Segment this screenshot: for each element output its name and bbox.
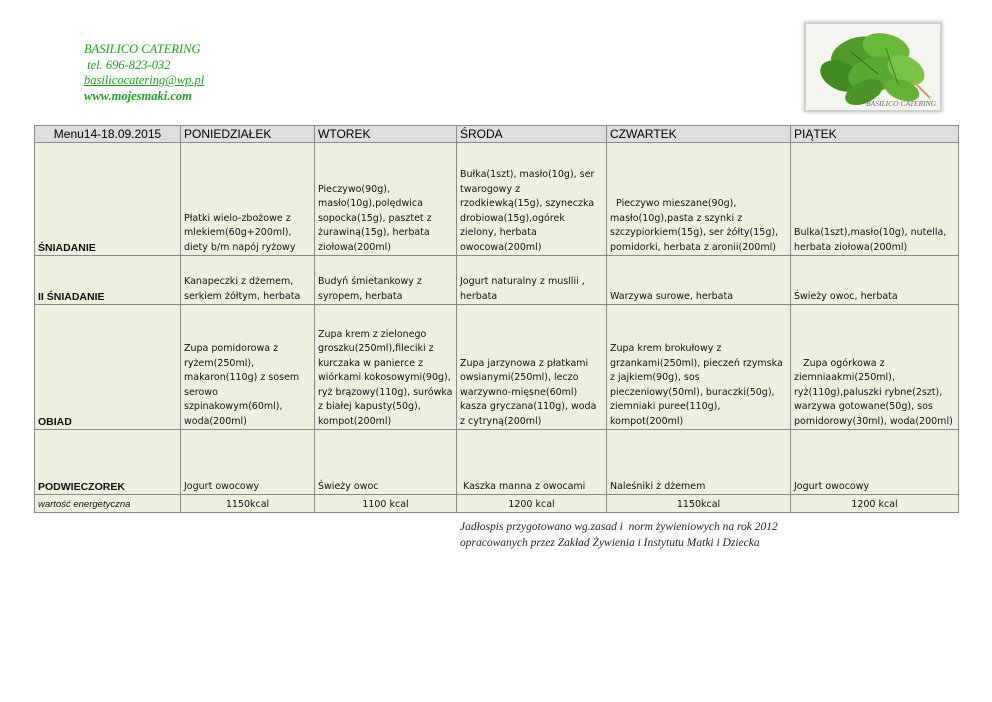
table-cell: Zupa pomidorowa z ryżem(250ml), makaron(110g) z sosem serowo szpinakowym(60ml), woda(200ml) bbox=[181, 305, 315, 430]
day-header-monday: PONIEDZIAŁEK bbox=[181, 126, 315, 143]
note-line-2: opracowanych przez Zakład Żywienia i Instytutu Matki i Dziecka bbox=[460, 537, 760, 549]
table-cell: Budyń śmietankowy z syropem, herbata bbox=[315, 256, 457, 305]
day-header-thursday: CZWARTEK bbox=[607, 126, 791, 143]
table-cell: Kaszka manna z owocami bbox=[457, 430, 607, 495]
day-header-wednesday: ŚRODA bbox=[457, 126, 607, 143]
meal-label-second-breakfast: II ŚNIADANIE bbox=[35, 256, 181, 305]
meal-label-lunch: OBIAD bbox=[35, 305, 181, 430]
table-row-second-breakfast bbox=[35, 256, 959, 305]
energy-label: wartość energetyczna bbox=[35, 495, 181, 513]
table-header-row bbox=[35, 126, 959, 143]
meal-label-breakfast: ŚNIADANIE bbox=[35, 143, 181, 256]
table-cell: Płatki wielo-zbożowe z mlekiem(60g+200ml), diety b/m napój ryżowy bbox=[181, 143, 315, 256]
table-cell: Jogurt owocowy bbox=[791, 430, 959, 495]
nutrition-note bbox=[460, 519, 778, 551]
company-email-link[interactable]: basilicocatering@wp.pl bbox=[84, 73, 205, 87]
table-cell: Jogurt owocowy bbox=[181, 430, 315, 495]
table-cell: Zupa ogórkowa z ziemniaakmi(250ml), ryż(110g),paluszki rybne(2szt), warzywa gotowane(50g), sos pomidorowy(30ml), woda(200ml) bbox=[791, 305, 959, 430]
note-line-1: Jadłospis przygotowano wg.zasad i norm żywieniowych na rok 2012 bbox=[460, 521, 778, 533]
table-cell: Zupa krem brokułowy z grzankami(250ml), pieczeń rzymska z jajkiem(90g), sos pieczeniowy(50ml), buraczki(50g), ziemniaki puree(110g), kompot(200ml) bbox=[607, 305, 791, 430]
table-cell: Naleśniki z dżemem bbox=[607, 430, 791, 495]
energy-value: 1150kcal bbox=[607, 495, 791, 513]
company-name: BASILICO CATERING bbox=[84, 42, 201, 56]
day-header-friday: PIĄTEK bbox=[791, 126, 959, 143]
table-row-breakfast bbox=[35, 143, 959, 256]
table-cell: Bułka(1szt), masło(10g), ser twarogowy z rzodkiewką(15g), szyneczka drobiowa(15g),ogórek zielony, herbata owocowa(200ml) bbox=[457, 143, 607, 256]
table-cell: Świeży owoc bbox=[315, 430, 457, 495]
logo-caption: BASILICO CATERING bbox=[866, 99, 936, 108]
table-cell: Zupa krem z zielonego groszku(250ml),fileciki z kurczaka w panierce z wiórkami kokosowymi(90g), ryż brązowy(110g), surówka z białej kapusty(50g), kompot(200ml) bbox=[315, 305, 457, 430]
table-cell: Bulka(1szt),masło(10g), nutella, herbata ziołowa(200ml) bbox=[791, 143, 959, 256]
table-cell: Kanapeczki z dżemem, serkiem żółtym, herbata bbox=[181, 256, 315, 305]
table-row-energy bbox=[35, 495, 959, 513]
table-cell: Warzywa surowe, herbata bbox=[607, 256, 791, 305]
table-cell: Pieczywo(90g), masło(10g),polędwica sopocka(15g), pasztet z żurawiną(15g), herbata ziołowa(200ml) bbox=[315, 143, 457, 256]
table-row-lunch bbox=[35, 305, 959, 430]
basil-leaves-icon bbox=[806, 24, 940, 110]
meal-label-afternoon-snack: PODWIECZOREK bbox=[35, 430, 181, 495]
table-cell: Zupa jarzynowa z płatkami owsianymi(250ml), leczo warzywno-mięsne(60ml) kasza gryczana(110g), woda z cytryną(200ml) bbox=[457, 305, 607, 430]
company-info bbox=[84, 42, 204, 104]
table-row-afternoon-snack bbox=[35, 430, 959, 495]
company-website[interactable]: www.mojesmaki.com bbox=[84, 88, 192, 103]
weekly-menu-table bbox=[34, 125, 959, 513]
table-cell: Świeży owoc, herbata bbox=[791, 256, 959, 305]
day-header-tuesday: WTOREK bbox=[315, 126, 457, 143]
energy-value: 1150kcal bbox=[181, 495, 315, 513]
energy-value: 1100 kcal bbox=[315, 495, 457, 513]
energy-value: 1200 kcal bbox=[457, 495, 607, 513]
company-phone: tel. 696-823-032 bbox=[84, 57, 171, 72]
table-cell: Pieczywo mieszane(90g), masło(10g),pasta z szynki z szczypiorkiem(15g), ser żółty(15g), pomidorki, herbata z aronii(200ml) bbox=[607, 143, 791, 256]
energy-value: 1200 kcal bbox=[791, 495, 959, 513]
company-logo bbox=[804, 22, 942, 112]
menu-period-header: Menu14-18.09.2015 bbox=[35, 126, 181, 143]
table-cell: Jogurt naturalny z musllii , herbata bbox=[457, 256, 607, 305]
